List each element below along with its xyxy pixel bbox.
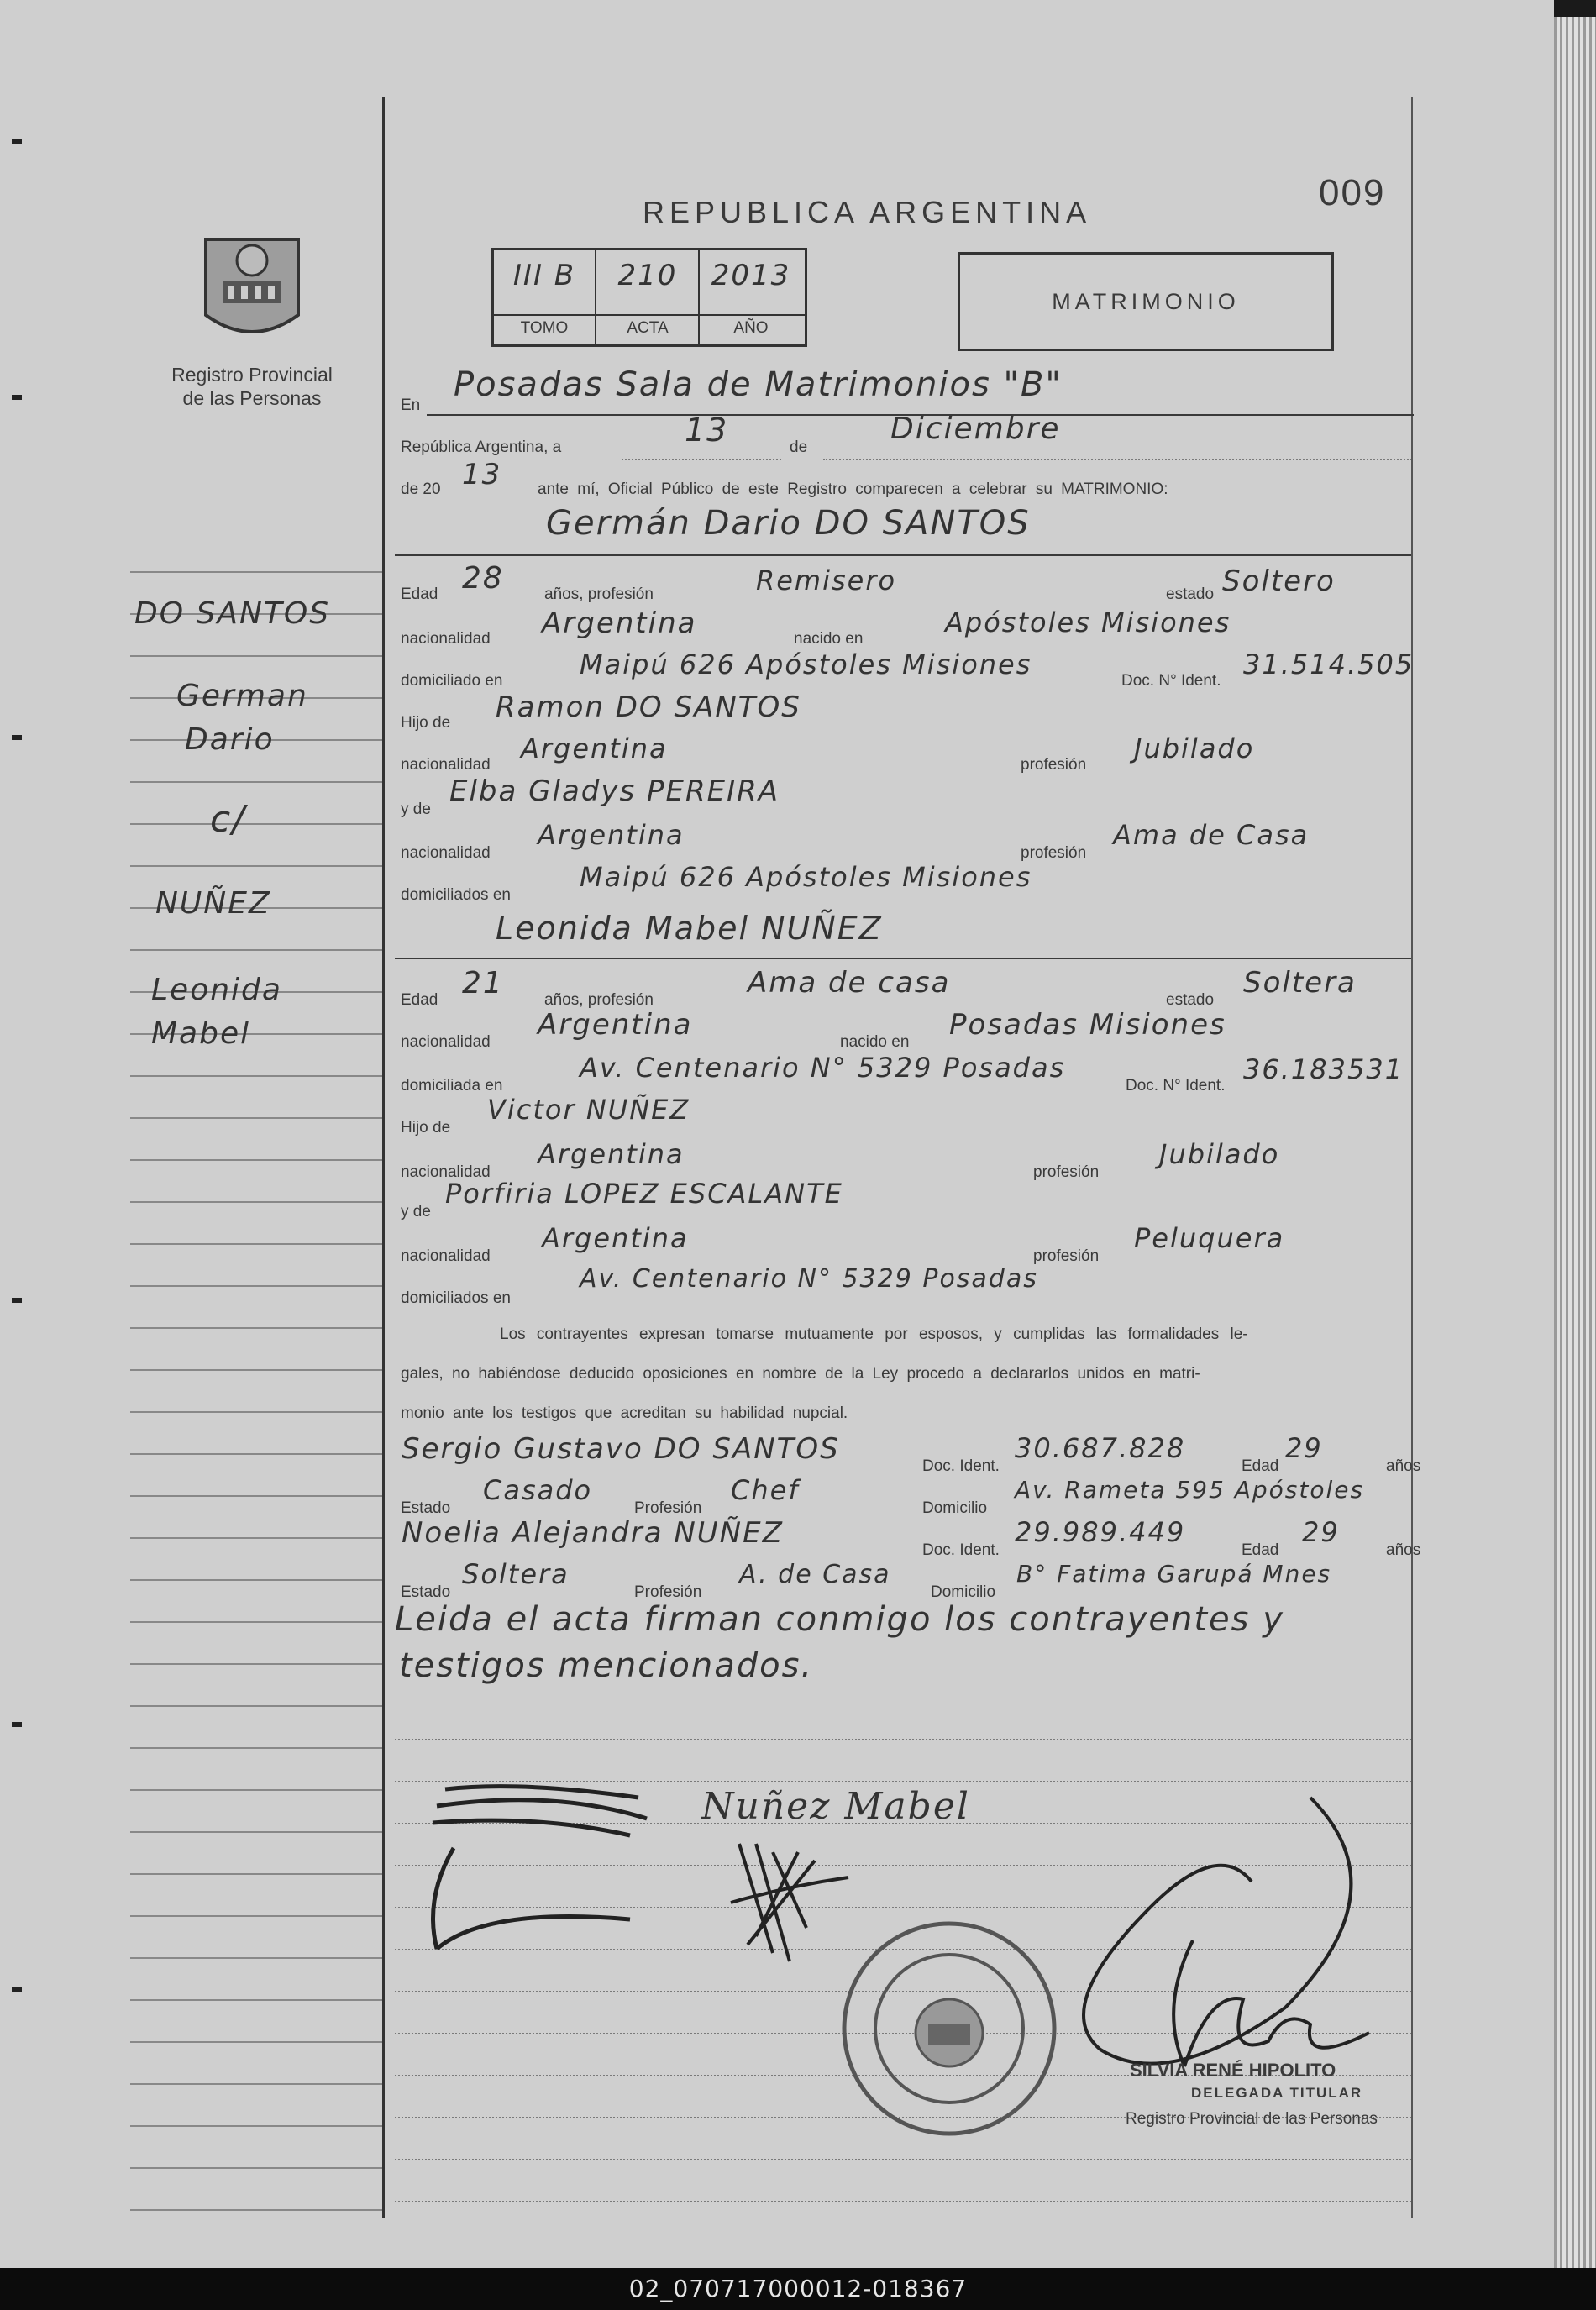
groom-mother-prof-label: profesión <box>1021 844 1087 862</box>
margin-rule-line <box>130 781 382 783</box>
groom-father-profession: Jubilado <box>1134 732 1255 764</box>
margin-note-surname2: NUÑEZ <box>155 886 271 921</box>
witness2-age: 29 <box>1302 1516 1340 1548</box>
bride-name-line <box>395 958 1411 959</box>
margin-rule-line <box>130 1117 382 1119</box>
margin-rule-line <box>130 1411 382 1413</box>
margin-rule-line <box>130 1327 382 1329</box>
bride-signature: Nuñez Mabel <box>701 1785 970 1828</box>
margin-rule-line <box>130 1999 382 2001</box>
witness2-doc: 29.989.449 <box>1015 1516 1186 1548</box>
footer-strip <box>0 2268 1596 2310</box>
witness2-estado-label: Estado <box>401 1583 451 1601</box>
witness1-estado-label: Estado <box>401 1499 451 1517</box>
bride-doc-label: Doc. N° Ident. <box>1126 1077 1226 1095</box>
tomo-value: III B <box>512 259 576 292</box>
day-value: 13 <box>685 412 729 449</box>
groom-parents-address: Maipú 626 Apóstoles Misiones <box>580 861 1032 893</box>
groom-nationality: Argentina <box>542 606 697 640</box>
margin-rule-line <box>130 2041 382 2043</box>
closing-line2: testigos mencionados. <box>399 1646 814 1685</box>
margin-note-name2: Dario <box>185 722 275 757</box>
margin-rule-line <box>130 1285 382 1287</box>
groom-doc: 31.514.505 <box>1243 648 1415 680</box>
margin-rule-line <box>130 1747 382 1749</box>
declaration-line1: Los contrayentes expresan tomarse mutuamente por esposos, y cumplidas las formalidades le- <box>500 1326 1248 1343</box>
groom-age: 28 <box>462 561 504 596</box>
day-line <box>622 459 781 460</box>
groom-edad-label: Edad <box>401 585 438 603</box>
margin-rule-line <box>130 1201 382 1203</box>
bride-born-in: Posadas Misiones <box>949 1008 1226 1042</box>
witness1-doc: 30.687.828 <box>1015 1432 1186 1464</box>
margin-rule-line <box>130 571 382 573</box>
groom-profession: Remisero <box>756 564 897 596</box>
margin-rule-line <box>130 1453 382 1455</box>
signature-rule-line <box>395 2201 1411 2202</box>
groom-mother-nationality: Argentina <box>538 819 685 851</box>
acta-label: ACTA <box>627 319 669 337</box>
witness1-domicilio-label: Domicilio <box>922 1499 988 1517</box>
bride-profession: Ama de casa <box>748 966 951 1000</box>
margin-rule-line <box>130 1537 382 1539</box>
groom-born-in: Apóstoles Misiones <box>945 606 1231 638</box>
tomo-label: TOMO <box>520 319 569 337</box>
bride-hijo-label: Hijo de <box>401 1119 451 1137</box>
witness1-age: 29 <box>1285 1432 1323 1464</box>
margin-rule-line <box>130 1663 382 1665</box>
binder-mark <box>12 1298 22 1303</box>
bride-edad-label: Edad <box>401 991 438 1009</box>
month-line <box>823 459 1411 460</box>
bride-mother-name: Porfiria LOPEZ ESCALANTE <box>445 1178 843 1210</box>
binder-mark <box>12 1722 22 1727</box>
tomo-acta-ano-box <box>491 248 807 347</box>
groom-anos-label: años, profesión <box>544 585 654 603</box>
ano-value: 2013 <box>711 259 791 292</box>
groom-mother-nac-label: nacionalidad <box>401 844 491 862</box>
margin-rule-line <box>130 1495 382 1497</box>
year-suffix: 13 <box>462 458 502 491</box>
witness2-status: Soltera <box>462 1558 570 1590</box>
witness2-anos-label: años <box>1386 1541 1421 1559</box>
bride-doc: 36.183531 <box>1243 1053 1404 1085</box>
groom-estado-label: estado <box>1166 585 1215 603</box>
groom-father-nationality: Argentina <box>521 732 668 764</box>
intro-clause: ante mí, Oficial Público de este Registro comparecen a celebrar su MATRIMONIO: <box>538 480 1168 498</box>
witness1-name: Sergio Gustavo DO SANTOS <box>402 1432 840 1466</box>
witness2-domicilio-label: Domicilio <box>931 1583 996 1601</box>
file-id: 02_070717000012-018367 <box>628 2275 968 2302</box>
bride-parents-address: Av. Centenario N° 5329 Posadas <box>580 1264 1038 1294</box>
witness1-edad-label: Edad <box>1242 1457 1279 1475</box>
act-type-box: MATRIMONIO <box>958 252 1334 351</box>
margin-rule-line <box>130 823 382 825</box>
bride-father-prof-label: profesión <box>1033 1163 1100 1181</box>
official-stamp-name: SILVIA RENÉ HIPOLITO <box>1130 2060 1336 2081</box>
witness1-doc-label: Doc. Ident. <box>922 1457 1000 1475</box>
witness1-prof-label: Profesión <box>634 1499 702 1517</box>
margin-rule-line <box>130 1915 382 1917</box>
binder-mark <box>12 1987 22 1992</box>
declaration-line3: monio ante los testigos que acreditan su habilidad nupcial. <box>401 1404 848 1422</box>
witness2-edad-label: Edad <box>1242 1541 1279 1559</box>
margin-rule-line <box>130 2167 382 2169</box>
en-label: En <box>401 396 421 414</box>
province-seal-logo <box>197 235 307 349</box>
binder-mark <box>12 735 22 740</box>
registry-caption-line2: de las Personas <box>182 387 322 409</box>
bride-name-header: Leonida Mabel NUÑEZ <box>496 910 883 947</box>
round-official-seal <box>836 1915 1063 2142</box>
binder-mark <box>12 139 22 144</box>
bride-father-nac-label: nacionalidad <box>401 1163 491 1181</box>
groom-mother-profession: Ama de Casa <box>1113 819 1310 851</box>
groom-name-line <box>395 554 1411 556</box>
margin-rule-line <box>130 1957 382 1959</box>
margin-rule-line <box>130 1369 382 1371</box>
bride-status: Soltera <box>1243 966 1357 1000</box>
margin-rule-line <box>130 1579 382 1581</box>
box-divider <box>595 250 596 344</box>
witness1-anos-label: años <box>1386 1457 1421 1475</box>
bride-nationality: Argentina <box>538 1008 693 1042</box>
margin-rule-line <box>130 1831 382 1833</box>
margin-rule-line <box>130 1159 382 1161</box>
groom-father-name: Ramon DO SANTOS <box>496 690 801 724</box>
place-value: Posadas Sala de Matrimonios "B" <box>454 365 1063 404</box>
official-stamp-org: Registro Provincial de las Personas <box>1126 2110 1378 2128</box>
margin-rule-line <box>130 1243 382 1245</box>
box-divider <box>494 314 805 316</box>
margin-rule-line <box>130 655 382 657</box>
margin-note-name3: Leonida <box>151 973 282 1007</box>
groom-parents-dom-label: domiciliados en <box>401 886 511 904</box>
registry-caption <box>155 363 349 410</box>
groom-father-nac-label: nacionalidad <box>401 756 491 774</box>
bride-anos-label: años, profesión <box>544 991 654 1009</box>
margin-note-name1: German <box>176 679 308 713</box>
margin-rule-line <box>130 2083 382 2085</box>
groom-status: Soltero <box>1222 564 1336 598</box>
bride-address: Av. Centenario N° 5329 Posadas <box>580 1052 1066 1084</box>
bride-father-name: Victor NUÑEZ <box>487 1094 690 1126</box>
witness1-address: Av. Rameta 595 Apóstoles <box>1015 1476 1365 1504</box>
bride-estado-label: estado <box>1166 991 1215 1009</box>
bride-nacido-label: nacido en <box>840 1033 910 1051</box>
country-heading: REPUBLICA ARGENTINA <box>643 195 1092 229</box>
bride-nacionalidad-label: nacionalidad <box>401 1033 491 1051</box>
signature-rule-line <box>395 1739 1411 1740</box>
bride-father-nationality: Argentina <box>538 1138 685 1170</box>
groom-hijo-label: Hijo de <box>401 714 451 732</box>
declaration-line2: gales, no habiéndose deducido oposiciones en nombre de la Ley procedo a declararlos unidos en matri- <box>401 1365 1200 1383</box>
margin-rule-line <box>130 1075 382 1077</box>
box-divider <box>698 250 700 344</box>
ano-label: AÑO <box>733 319 769 337</box>
groom-yde-label: y de <box>401 801 431 818</box>
margin-rule-line <box>130 949 382 951</box>
groom-name-header: Germán Dario DO SANTOS <box>546 504 1031 543</box>
republica-label: República Argentina, a <box>401 438 562 456</box>
bride-mother-nationality: Argentina <box>542 1222 689 1254</box>
groom-doc-label: Doc. N° Ident. <box>1121 672 1221 690</box>
margin-rule-line <box>130 1789 382 1791</box>
groom-father-prof-label: profesión <box>1021 756 1087 774</box>
witness1-status: Casado <box>483 1474 593 1506</box>
groom-signature <box>420 1772 672 1966</box>
bride-mother-profession: Peluquera <box>1134 1222 1285 1254</box>
margin-rule-line <box>130 2125 382 2127</box>
book-page-edges <box>1554 17 1596 2285</box>
witness2-address: B° Fatima Garupá Mnes <box>1016 1560 1332 1588</box>
groom-nacionalidad-label: nacionalidad <box>401 630 491 648</box>
year-prefix: de 20 <box>401 480 441 498</box>
bride-parents-dom-label: domiciliados en <box>401 1289 511 1307</box>
bride-mother-prof-label: profesión <box>1033 1247 1100 1265</box>
witness2-prof-label: Profesión <box>634 1583 702 1601</box>
registry-caption-line1: Registro Provincial <box>171 364 333 386</box>
margin-note-conj: c/ <box>210 798 247 841</box>
margin-column-line <box>382 97 385 2218</box>
margin-note-name4: Mabel <box>151 1016 251 1051</box>
bride-yde-label: y de <box>401 1203 431 1221</box>
margin-rule-line <box>130 865 382 867</box>
margin-rule-line <box>130 1705 382 1707</box>
bride-father-profession: Jubilado <box>1159 1138 1280 1170</box>
groom-domiciliado-label: domiciliado en <box>401 672 503 690</box>
groom-address: Maipú 626 Apóstoles Misiones <box>580 648 1032 680</box>
margin-rule-line <box>130 1621 382 1623</box>
witness2-doc-label: Doc. Ident. <box>922 1541 1000 1559</box>
margin-note-surname: DO SANTOS <box>134 596 331 631</box>
closing-line1: Leida el acta firman conmigo los contrayentes y <box>395 1600 1284 1639</box>
binder-mark <box>12 395 22 400</box>
folio-number: 009 <box>1319 172 1386 213</box>
margin-rule-line <box>130 2209 382 2211</box>
witness2-name: Noelia Alejandra NUÑEZ <box>402 1516 784 1550</box>
de-label: de <box>790 438 808 456</box>
witness2-profession: A. de Casa <box>739 1560 891 1589</box>
witness1-profession: Chef <box>731 1474 800 1506</box>
official-stamp-title: DELEGADA TITULAR <box>1191 2085 1363 2101</box>
bride-domiciliada-label: domiciliada en <box>401 1077 503 1095</box>
margin-rule-line <box>130 1873 382 1875</box>
bride-age: 21 <box>462 966 504 1000</box>
bride-mother-nac-label: nacionalidad <box>401 1247 491 1265</box>
groom-nacido-label: nacido en <box>794 630 864 648</box>
month-value: Diciembre <box>890 412 1061 446</box>
acta-value: 210 <box>617 259 678 292</box>
groom-mother-name: Elba Gladys PEREIRA <box>449 774 780 808</box>
